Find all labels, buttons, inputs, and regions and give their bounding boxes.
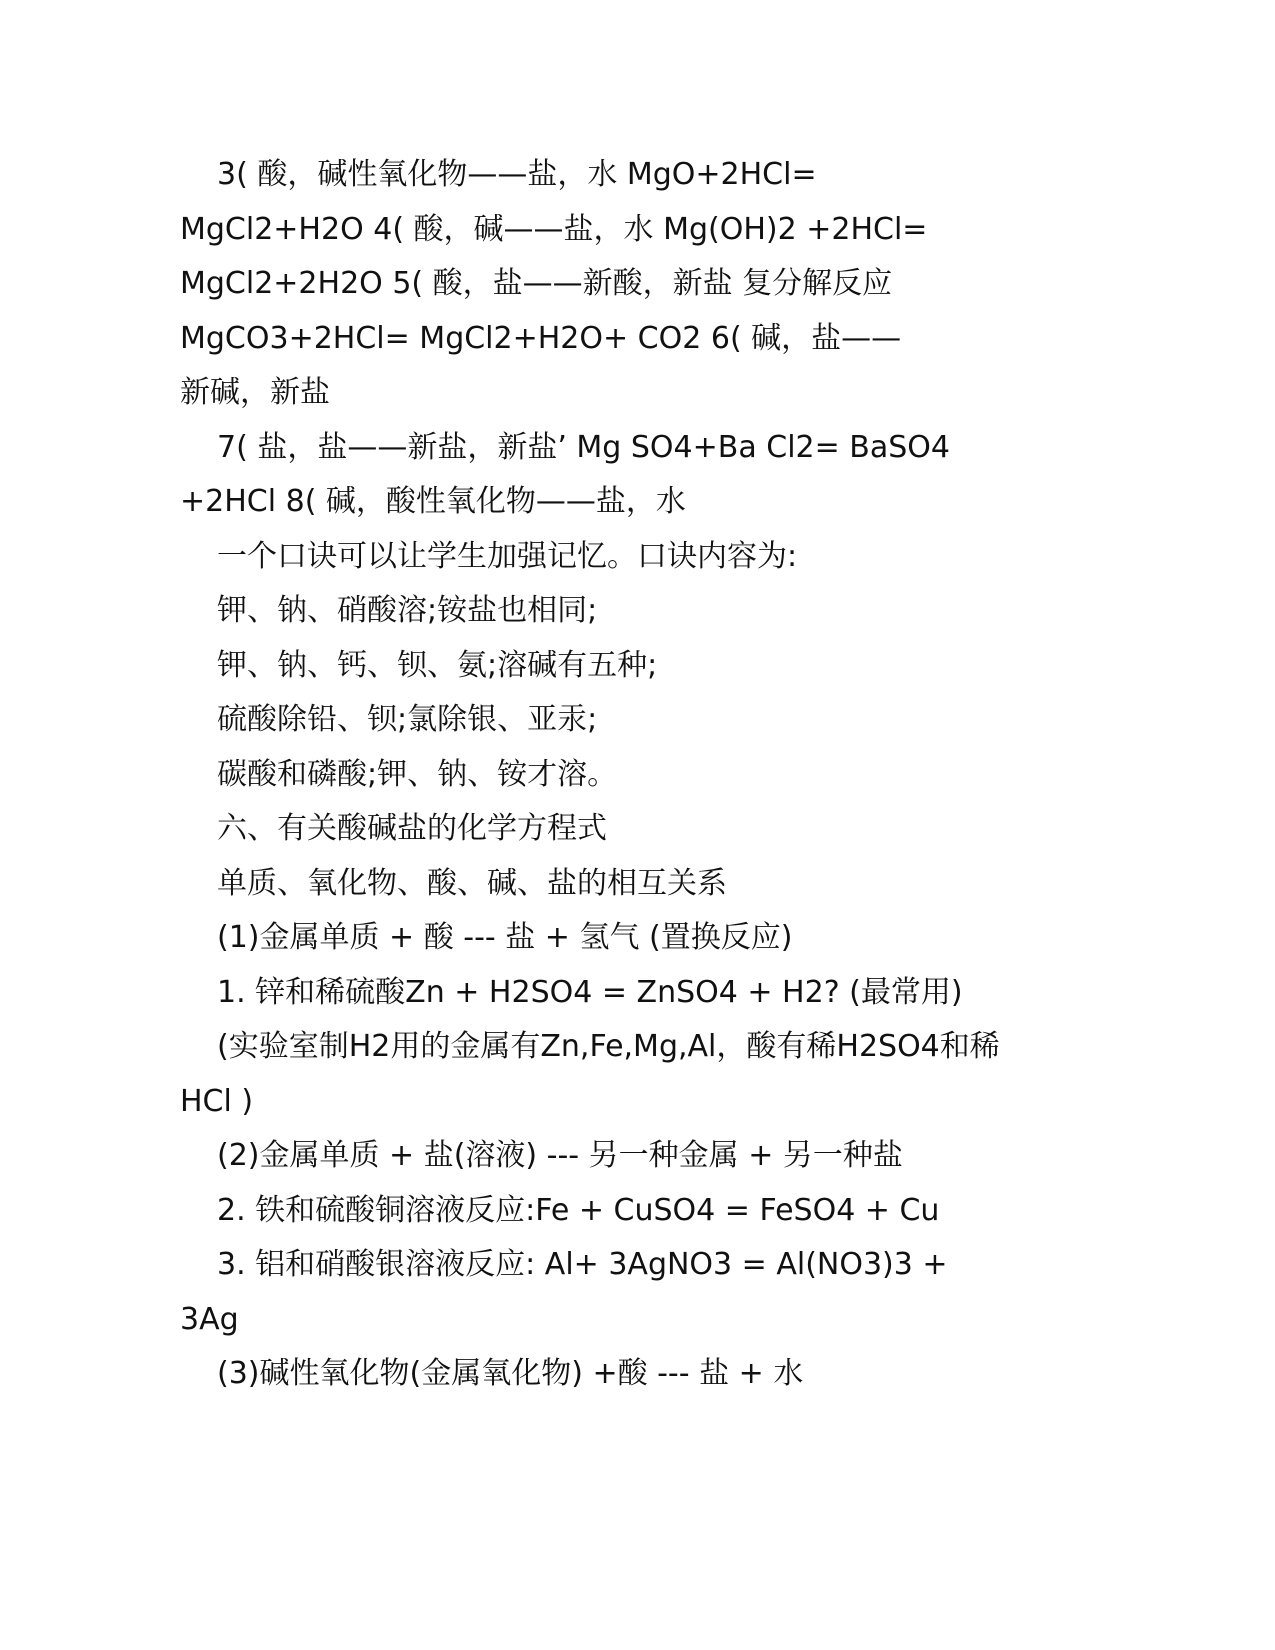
text-line: 一个口诀可以让学生加强记忆。口诀内容为: xyxy=(217,538,798,574)
text-line: MgCl2+2H2O 5( 酸，盐——新酸，新盐 复分解反应 xyxy=(180,266,893,301)
text-line: (3)碱性氧化物(金属氧化物) +酸 --- 盐 + 水 xyxy=(217,1356,804,1391)
text-line: 1. 锌和稀硫酸Zn + H2SO4 = ZnSO4 + H2? (最常用) xyxy=(217,974,963,1010)
section-heading: 六、有关酸碱盐的化学方程式 xyxy=(217,811,607,846)
text-line: 3Ag xyxy=(180,1301,239,1337)
document-body xyxy=(180,148,1040,1402)
text-line: 单质、氧化物、酸、碱、盐的相互关系 xyxy=(217,865,727,901)
text-line: MgCl2+H2O 4( 酸，碱——盐，水 Mg(OH)2 +2HCl= xyxy=(180,211,928,247)
text-line: 钾、钠、硝酸溶;铵盐也相同; xyxy=(217,593,598,628)
text-line: 硫酸除铅、钡;氯除银、亚汞; xyxy=(217,702,598,737)
text-line: 3( 酸，碱性氧化物——盐，水 MgO+2HCl= xyxy=(217,157,817,192)
text-line: 2. 铁和硫酸铜溶液反应:Fe + CuSO4 = FeSO4 + Cu xyxy=(217,1192,940,1228)
text-line: 碳酸和磷酸;钾、钠、铵才溶。 xyxy=(217,756,618,792)
text-line: 新碱，新盐 xyxy=(180,375,330,410)
text-line: 7( 盐，盐——新盐，新盐’ Mg SO4+Ba Cl2= BaSO4 xyxy=(217,429,950,465)
text-line: 3. 铝和硝酸银溶液反应: Al+ 3AgNO3 = Al(NO3)3 + xyxy=(217,1247,948,1282)
text-line: 钾、钠、钙、钡、氨;溶碱有五种; xyxy=(217,647,658,683)
text-line: MgCO3+2HCl= MgCl2+H2O+ CO2 6( 碱，盐—— xyxy=(180,320,902,356)
text-line: HCl ) xyxy=(180,1083,254,1119)
text-line: (1)金属单质 + 酸 --- 盐 + 氢气 (置换反应) xyxy=(217,920,793,955)
text-line: +2HCl 8( 碱，酸性氧化物——盐，水 xyxy=(180,484,686,519)
text-line: (实验室制H2用的金属有Zn,Fe,Mg,Al，酸有稀H2SO4和稀 xyxy=(217,1029,1000,1064)
text-line: (2)金属单质 + 盐(溶液) --- 另一种金属 + 另一种盐 xyxy=(217,1138,903,1173)
